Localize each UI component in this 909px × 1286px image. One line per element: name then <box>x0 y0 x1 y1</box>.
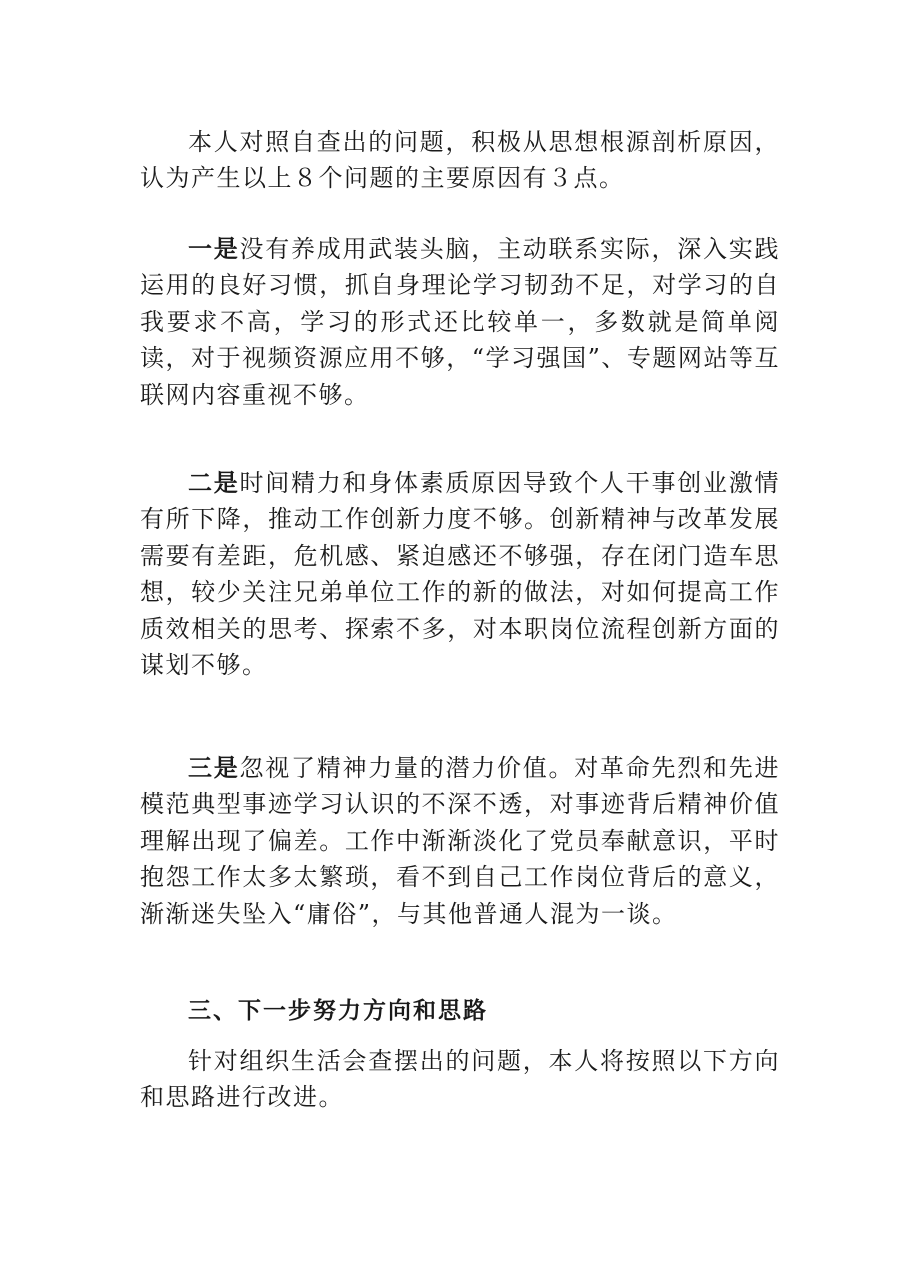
reason-text-2: 时间精力和身体素质原因导致个人干事创业激情有所下降，推动工作创新力度不够。创新精神与改革发展需要有差距，危机感、紧迫感还不够强，存在闭门造车思想，较少关注兄弟单位工作的新的做法，对如何提高工作质效相关的思考、探索不多，对本职岗位流程创新方面的谋划不够。 <box>140 469 780 680</box>
closing-paragraph <box>140 1043 780 1116</box>
reason-paragraph-3 <box>140 750 780 932</box>
intro-paragraph <box>140 124 780 197</box>
reason-paragraph-2 <box>140 465 780 683</box>
section-heading: 三、下一步努力方向和思路 <box>188 998 488 1024</box>
reason-lead-1: 一是 <box>188 235 240 263</box>
closing-text: 针对组织生活会查摆出的问题，本人将按照以下方向和思路进行改进。 <box>140 1047 780 1112</box>
reason-lead-2: 二是 <box>188 469 240 497</box>
intro-text: 本人对照自查出的问题，积极从思想根源剖析原因，认为产生以上８个问题的主要原因有３点。 <box>140 128 780 193</box>
reason-text-3: 忽视了精神力量的潜力价值。对革命先烈和先进模范典型事迹学习认识的不深不透，对事迹背后精神价值理解出现了偏差。工作中渐渐淡化了党员奉献意识，平时抱怨工作太多太繁琐，看不到自己工作岗位背后的意义，渐渐迷失坠入“庸俗”，与其他普通人混为一谈。 <box>140 754 780 928</box>
reason-lead-3: 三是 <box>188 754 240 782</box>
reason-text-1: 没有养成用武装头脑，主动联系实际，深入实践运用的良好习惯，抓自身理论学习韧劲不足，对学习的自我要求不高，学习的形式还比较单一，多数就是简单阅读，对于视频资源应用不够，“学习强国”、专题网站等互联网内容重视不够。 <box>140 235 780 409</box>
reason-paragraph-1 <box>140 231 780 413</box>
